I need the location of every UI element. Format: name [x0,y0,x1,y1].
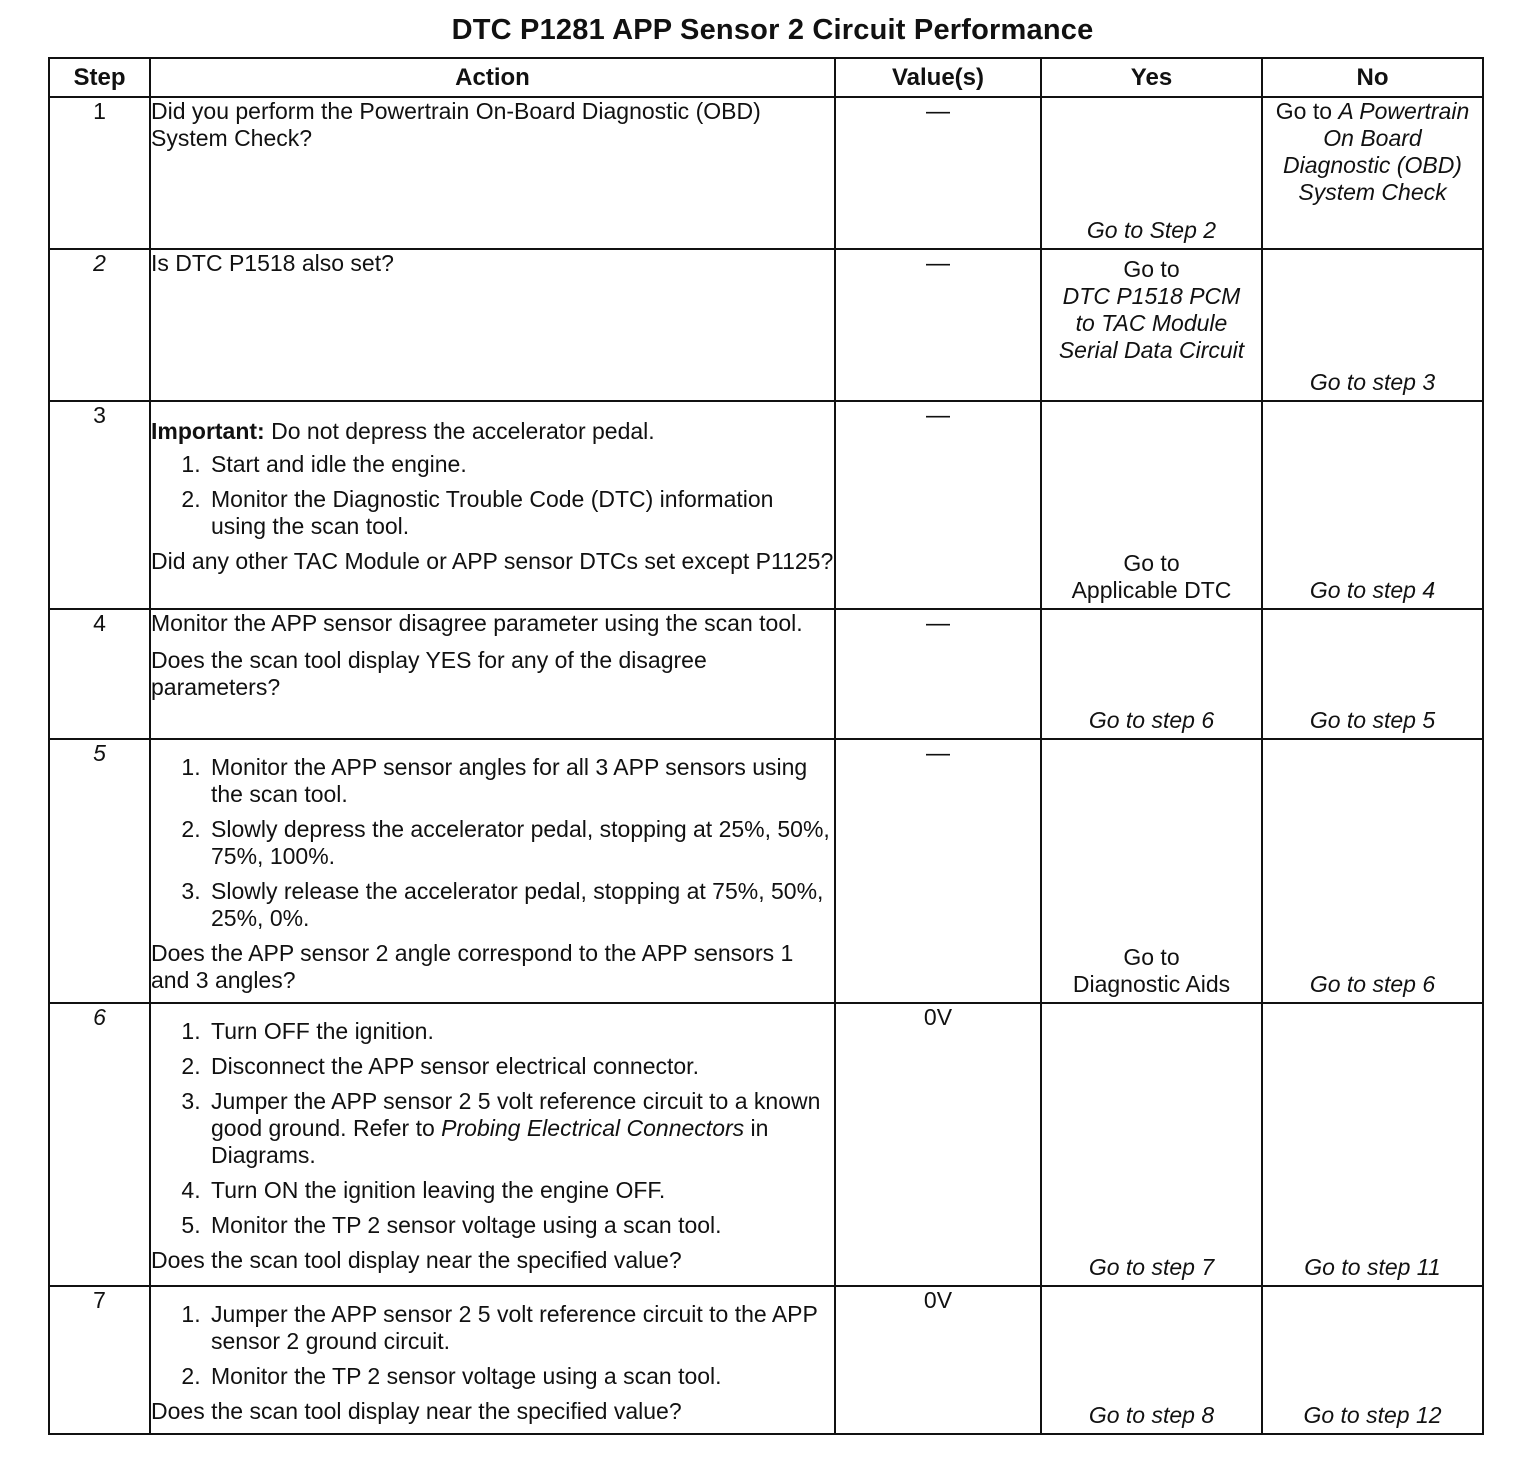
no-cell [1262,1286,1483,1434]
yes-goto-target: Diagnostic Aids [1072,971,1231,997]
header-no: No [1262,58,1483,97]
procedure-item: 4. Turn ON the ignition leaving the engine OFF. [207,1177,834,1204]
no-goto-link[interactable]: Go to step 5 [1309,707,1436,733]
procedure-item: 2. Monitor the Diagnostic Trouble Code (DTC) information using the scan tool. [207,486,834,540]
procedure-item: 2. Slowly depress the accelerator pedal, stopping at 25%, 50%, 75%, 100%. [207,816,834,870]
action-cell [150,249,835,401]
yes-goto-target: Applicable DTC [1071,577,1232,603]
procedure-item: 3. Slowly release the accelerator pedal, stopping at 75%, 50%, 25%, 0%. [207,878,834,932]
yes-goto-link[interactable] [1042,550,1261,604]
yes-cell [1041,249,1262,401]
important-note [151,418,834,445]
procedure-item: 5. Monitor the TP 2 sensor voltage using a scan tool. [207,1212,834,1239]
table-row-step-5 [49,739,1483,1003]
yes-cell [1041,609,1262,739]
yes-goto-link[interactable]: Go to step 7 [1088,1254,1215,1280]
procedure-item: 1. Jumper the APP sensor 2 5 volt reference circuit to the APP sensor 2 ground circuit. [207,1301,834,1355]
yes-goto-prefix: Go to [1123,944,1180,970]
value-cell [835,249,1041,401]
procedure-item: 2. Monitor the TP 2 sensor voltage using a scan tool. [207,1363,834,1390]
table-row-step-1 [49,97,1483,249]
yes-goto-link[interactable] [1042,250,1261,364]
no-goto-prefix: Go to [1275,98,1333,124]
procedure-list [151,1018,834,1239]
action-cell [150,1286,835,1434]
step-number: 4 [49,609,150,739]
value-dash: — [926,740,950,767]
header-action: Action [150,58,835,97]
procedure-item-tail: in Diagrams. [211,1115,769,1168]
table-row-step-2 [49,249,1483,401]
action-cell [150,1003,835,1286]
procedure-list [151,451,834,540]
value-dash: — [926,98,950,125]
value-cell [835,609,1041,739]
action-cell [150,739,835,1003]
table-row-step-6 [49,1003,1483,1286]
step-number: 7 [49,1286,150,1434]
step-number: 3 [49,401,150,609]
table-row-step-3 [49,401,1483,609]
important-label: Important: [151,418,265,444]
action-question: Does the scan tool display near the specified value? [151,1247,682,1273]
step-number: 5 [49,739,150,1003]
document-title: DTC P1281 APP Sensor 2 Circuit Performance [451,14,1094,46]
yes-cell [1041,1003,1262,1286]
procedure-list [151,754,834,932]
step-number: 1 [49,97,150,249]
procedure-list [151,1301,834,1390]
yes-cell [1041,1286,1262,1434]
action-intro: Monitor the APP sensor disagree parameter using the scan tool. [151,610,803,636]
procedure-item [207,1088,834,1169]
step-number: 2 [49,249,150,401]
action-question: Does the scan tool display YES for any of the disagree parameters? [151,647,707,700]
no-goto-link[interactable] [1263,98,1482,206]
no-cell [1262,1003,1483,1286]
value-cell [835,97,1041,249]
no-goto-link[interactable]: Go to step 3 [1309,369,1436,395]
header-values: Value(s) [835,58,1041,97]
no-goto-link[interactable]: Go to step 4 [1309,577,1436,603]
action-question: Did any other TAC Module or APP sensor DTCs set except P1125? [151,548,834,574]
yes-cell [1041,401,1262,609]
action-cell [150,609,835,739]
yes-cell [1041,739,1262,1003]
procedure-item: 1. Monitor the APP sensor angles for all 3 APP sensors using the scan tool. [207,754,834,808]
no-goto-link[interactable]: Go to step 11 [1304,1254,1441,1280]
table-header-row [49,58,1483,97]
yes-goto-link[interactable]: Go to step 8 [1088,1402,1215,1428]
no-cell [1262,249,1483,401]
value-cell [835,401,1041,609]
action-question: Does the APP sensor 2 angle correspond to the APP sensors 1 and 3 angles? [151,940,794,993]
value-dash: — [926,402,950,429]
yes-goto-prefix: Go to [1123,550,1180,576]
procedure-item-text: Jumper the APP sensor 2 5 volt reference circuit to a known good ground. Refer to [211,1088,821,1141]
yes-goto-prefix: Go to [1123,256,1180,282]
value-cell: 0V [835,1286,1041,1434]
action-cell [150,97,835,249]
yes-goto-link[interactable]: Go to Step 2 [1086,217,1217,243]
procedure-item: 2. Disconnect the APP sensor electrical connector. [207,1053,834,1080]
no-cell [1262,401,1483,609]
table-row-step-4 [49,609,1483,739]
no-goto-link[interactable]: Go to step 6 [1309,971,1436,997]
yes-goto-link[interactable] [1042,944,1261,998]
diagnostic-table [48,57,1484,1435]
value-dash: — [926,610,950,637]
yes-goto-link[interactable]: Go to step 6 [1088,707,1215,733]
important-text: Do not depress the accelerator pedal. [264,418,655,444]
action-question: Does the scan tool display near the specified value? [151,1398,682,1424]
no-goto-link[interactable]: Go to step 12 [1303,1402,1442,1428]
procedure-item: 1. Turn OFF the ignition. [207,1018,834,1045]
header-yes: Yes [1041,58,1262,97]
action-cell [150,401,835,609]
value-dash: — [926,250,950,277]
procedure-item: 1. Start and idle the engine. [207,451,834,478]
value-cell: 0V [835,1003,1041,1286]
action-question: Did you perform the Powertrain On-Board Diagnostic (OBD) System Check? [151,98,761,151]
no-cell [1262,609,1483,739]
reference-link[interactable]: Probing Electrical Connectors [441,1115,745,1141]
yes-goto-target: DTC P1518 PCM to TAC Module Serial Data Circuit [1058,283,1245,363]
value-cell [835,739,1041,1003]
yes-cell [1041,97,1262,249]
no-goto-target: A Powertrain On Board Diagnostic (OBD) System Check [1283,98,1470,205]
table-row-step-7 [49,1286,1483,1434]
action-question: Is DTC P1518 also set? [151,250,394,276]
step-number: 6 [49,1003,150,1286]
no-cell [1262,97,1483,249]
no-cell [1262,739,1483,1003]
header-step: Step [49,58,150,97]
